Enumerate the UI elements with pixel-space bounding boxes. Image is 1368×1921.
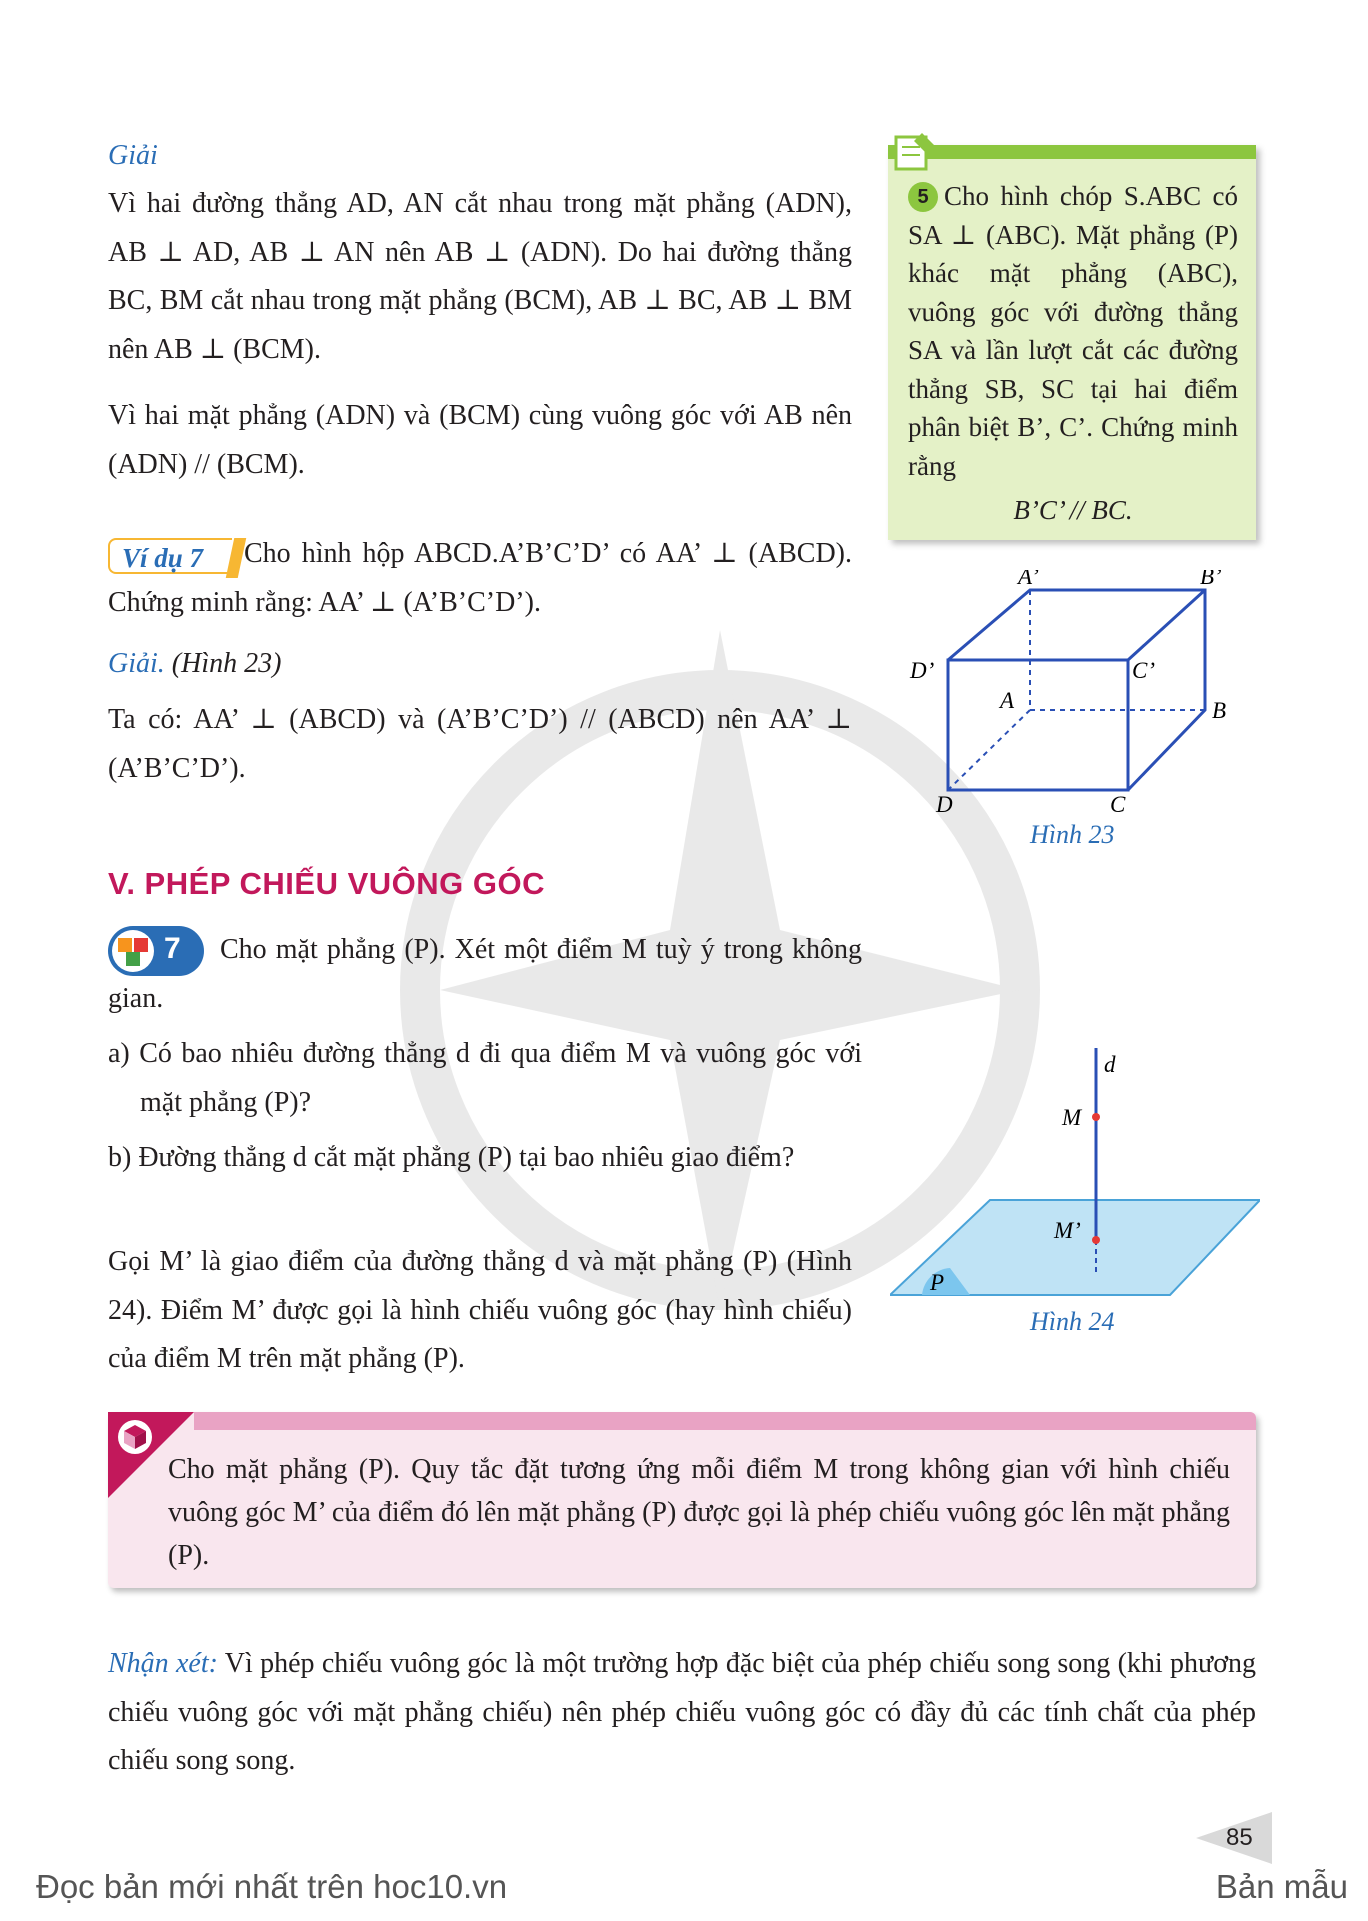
label-b1: B’	[1200, 570, 1222, 589]
example-7-solution-heading: Giải.	[108, 648, 165, 679]
section-heading: V. PHÉP CHIẾU VUÔNG GÓC	[108, 866, 545, 901]
solution-paragraph-1: Vì hai đường thẳng AD, AN cắt nhau trong mặt phẳng (ADN), AB ⊥ AD, AB ⊥ AN nên AB ⊥ (ADN). Do hai đường thẳng BC, BM cắt nhau trong mặt phẳng (BCM), AB ⊥ BC, AB ⊥ BM nên AB ⊥ (BCM).	[108, 188, 852, 365]
cube-icon	[118, 1420, 152, 1454]
solution-paragraph-2: Vì hai mặt phẳng (ADN) và (BCM) cùng vuông góc với AB nên (ADN) // (BCM).	[108, 400, 852, 480]
exercise-number-badge: 5	[908, 182, 938, 212]
remark-paragraph	[108, 1640, 1256, 1786]
figure-24-caption: Hình 24	[1030, 1307, 1115, 1336]
label-m: M	[1062, 1105, 1082, 1130]
pencil-note-icon	[892, 129, 938, 175]
example-7-text: Cho hình hộp ABCD.A’B’C’D’ có AA’ ⊥ (ABCD). Chứng minh rằng: AA’ ⊥ (A’B’C’D’).	[108, 538, 852, 618]
label-d-line: d	[1104, 1052, 1116, 1077]
label-a: A	[1000, 688, 1015, 713]
example-7-solution-text: Ta có: AA’ ⊥ (ABCD) và (A’B’C’D’) // (ABCD) nên AA’ ⊥ (A’B’C’D’).	[108, 704, 852, 784]
footer-sample-label: Bản mẫu	[1215, 1868, 1348, 1905]
label-p: P	[930, 1270, 945, 1295]
figure-23-box-diagram	[900, 570, 1240, 820]
exercise-5-text: Cho hình chóp S.ABC có SA ⊥ (ABC). Mặt phẳng (P) khác mặt phẳng (ABC), vuông góc với đường thẳng SA và lần lượt cắt các đường thẳng SB, SC tại hai điểm phân biệt B’, C’. Chứng minh rằng	[908, 181, 1238, 481]
label-c: C	[1110, 792, 1126, 817]
definition-text: Cho mặt phẳng (P). Quy tắc đặt tương ứng mỗi điểm M trong không gian với hình chiếu vuông góc M’ của điểm đó lên mặt phẳng (P) được gọi là phép chiếu vuông góc lên mặt phẳng (P).	[168, 1454, 1230, 1571]
page-number: 85	[1226, 1824, 1253, 1851]
figure-24-projection-diagram	[890, 1040, 1260, 1300]
activity-7-item-a: a) Có bao nhiêu đường thẳng d đi qua điểm M và vuông góc với mặt phẳng (P)?	[108, 1038, 862, 1118]
example-7-solution-line	[108, 640, 281, 689]
label-m1: M’	[1054, 1218, 1081, 1243]
exercise-5-conclusion: B’C’ // BC.	[1013, 495, 1133, 525]
label-a1: A’	[1018, 570, 1039, 589]
exercise-box-band	[888, 145, 1256, 159]
label-c1: C’	[1132, 658, 1155, 683]
activity-7-item-b: b) Đường thẳng d cắt mặt phẳng (P) tại bao nhiêu giao điểm?	[108, 1142, 795, 1173]
definition-box	[108, 1412, 1256, 1588]
solution-heading: Giải	[108, 140, 158, 171]
exercise-5-box	[888, 145, 1256, 540]
example-7-solution-ref: (Hình 23)	[171, 648, 282, 679]
example-7-tag: Ví dụ 7	[108, 538, 232, 574]
definition-band	[194, 1412, 1256, 1430]
remark-text: Vì phép chiếu vuông góc là một trường hợp đặc biệt của phép chiếu song song (khi phương chiếu vuông góc với mặt phẳng chiếu) nên phép chiếu vuông góc có đầy đủ các tính chất của phép chiếu song song.	[108, 1648, 1257, 1776]
label-d1: D’	[910, 658, 935, 683]
remark-label: Nhận xét:	[108, 1648, 218, 1679]
footer-link-text: Đọc bản mới nhất trên hoc10.vn	[36, 1868, 508, 1905]
label-d: D	[936, 792, 953, 817]
activity-number: 7	[164, 932, 181, 965]
figure-23-caption: Hình 23	[1030, 820, 1115, 849]
activity-7-conclusion: Gọi M’ là giao điểm của đường thẳng d và mặt phẳng (P) (Hình 24). Điểm M’ được gọi là hình chiếu vuông góc (hay hình chiếu) của điểm M trên mặt phẳng (P).	[108, 1246, 852, 1374]
page-number-tab	[1196, 1812, 1272, 1864]
label-b: B	[1212, 698, 1227, 723]
activity-7-intro: Cho mặt phẳng (P). Xét một điểm M tuỳ ý trong không gian.	[108, 934, 862, 1014]
